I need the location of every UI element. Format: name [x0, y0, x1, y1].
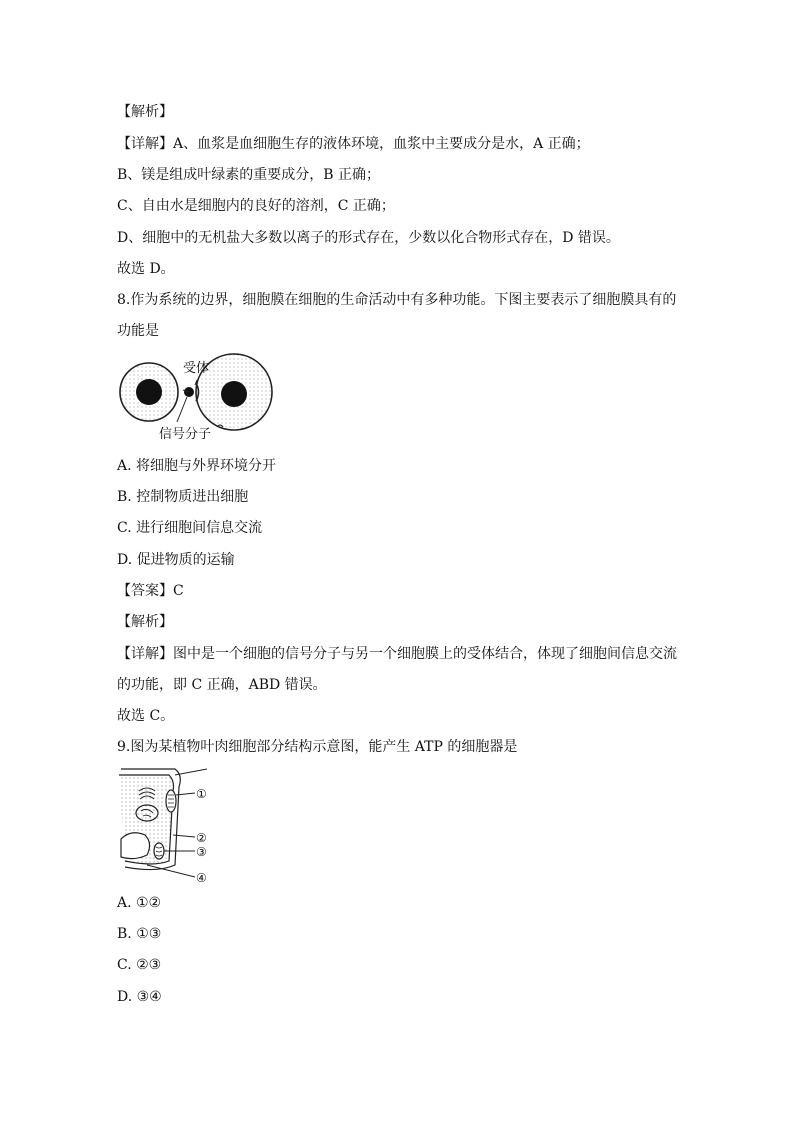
- conclusion-text: 故选 C。: [117, 708, 175, 724]
- question-9-option-c: C. ②③: [117, 957, 162, 973]
- leaf-cell-figure: [117, 765, 217, 887]
- question-9-option-a: A. ①②: [117, 895, 162, 911]
- question-9-option-d: D. ③④: [117, 989, 162, 1005]
- signal-molecule-label: 信号分子: [159, 427, 212, 442]
- conclusion-text: 故选 D。: [117, 261, 175, 277]
- detail-text: 【详解】A、血浆是血细胞生存的液体环境，血浆中主要成分是水，A 正确；: [117, 136, 590, 152]
- detail-text-line1: 【详解】图中是一个细胞的信号分子与另一个细胞膜上的受体结合，体现了细胞间信息交流: [117, 646, 677, 662]
- left-cell: [120, 363, 178, 421]
- option-explanation-b: B、镁是组成叶绿素的重要成分，B 正确；: [117, 167, 381, 183]
- question-9-stem: 9.图为某植物叶肉细胞部分结构示意图，能产生 ATP 的细胞器是: [117, 739, 518, 755]
- question-8-option-a: A. 将细胞与外界环境分开: [117, 458, 277, 474]
- chloroplast: [166, 790, 176, 812]
- question-8-option-b: B. 控制物质进出细胞: [117, 489, 249, 505]
- question-8-option-d: D. 促进物质的运输: [117, 552, 235, 568]
- question-8-stem-line2: 功能是: [117, 323, 159, 339]
- analysis-heading: 【解析】: [117, 614, 173, 630]
- question-8-stem-line1: 8.作为系统的边界，细胞膜在细胞的生命活动中有多种功能。下图主要表示了细胞膜具有的: [117, 292, 677, 308]
- option-explanation-d: D、细胞中的无机盐大多数以离子的形式存在，少数以化合物形式存在，D 错误。: [117, 230, 620, 246]
- vacuole: [121, 833, 150, 859]
- question-8-option-c: C. 进行细胞间信息交流: [117, 520, 263, 536]
- label-2: ②: [196, 831, 207, 845]
- label-1: ①: [196, 787, 207, 801]
- answer-text: 【答案】C: [117, 583, 184, 599]
- analysis-heading: 【解析】: [117, 104, 173, 120]
- receptor-label: 受体: [183, 361, 210, 376]
- detail-text-line2: 的功能，即 C 正确，ABD 错误。: [117, 677, 327, 693]
- label-4: ④: [196, 871, 207, 885]
- label-3: ③: [196, 845, 207, 859]
- question-9-option-b: B. ①③: [117, 926, 162, 942]
- mitochondrion: [154, 843, 164, 859]
- option-explanation-c: C、自由水是细胞内的良好的溶剂，C 正确；: [117, 198, 395, 214]
- cell-signaling-figure: [117, 350, 287, 446]
